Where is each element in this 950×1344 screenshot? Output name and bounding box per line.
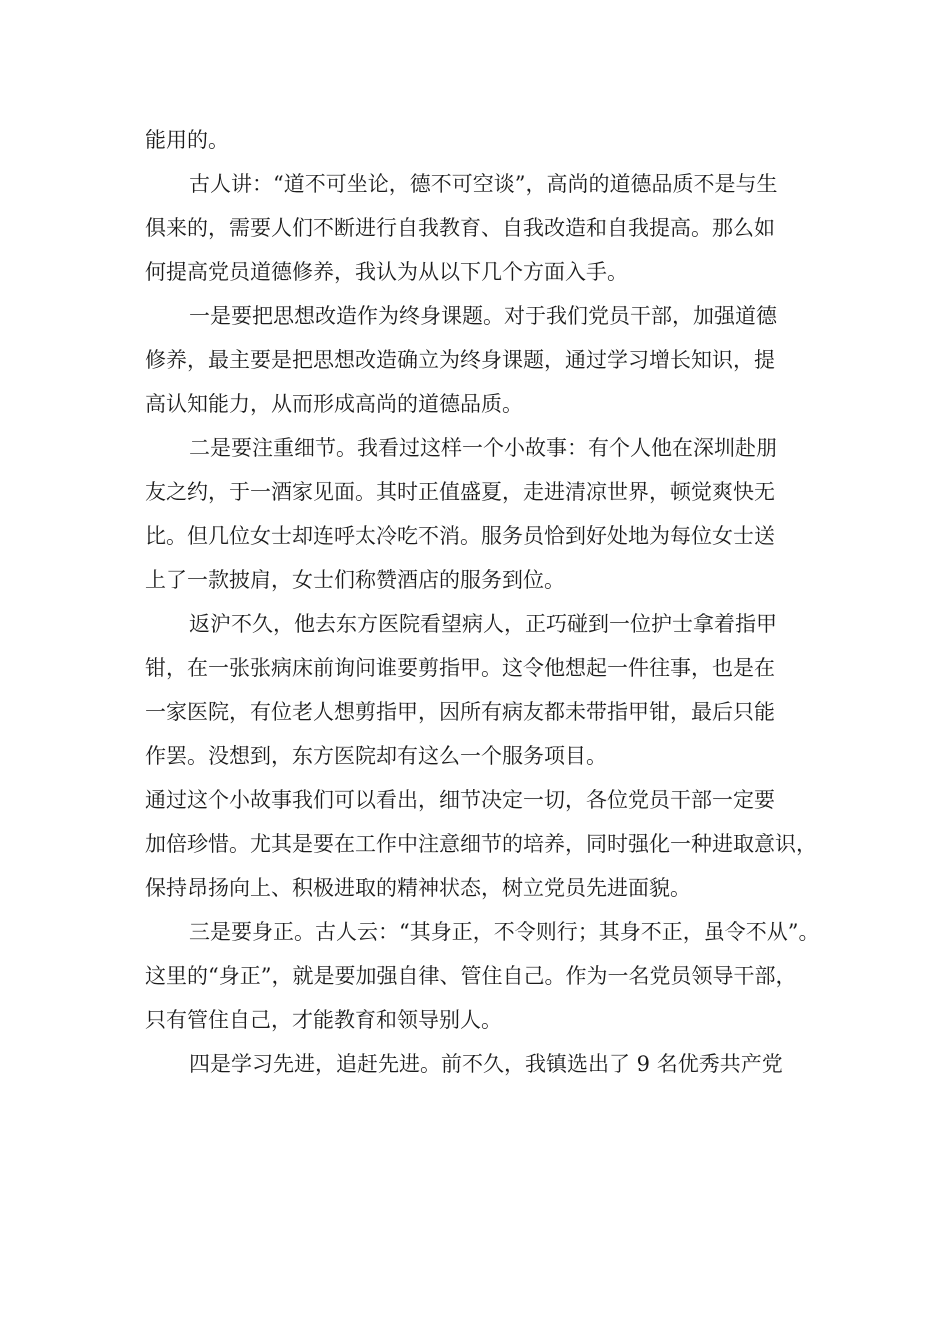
- text-line: 俱来的，需要人们不断进行自我教育、自我改造和自我提高。那么如: [145, 216, 775, 240]
- text-line: 比。但几位女士却连呼太冷吃不消。服务员恰到好处地为每位女士送: [145, 524, 775, 548]
- text-line: 保持昂扬向上、积极进取的精神状态，树立党员先进面貌。: [145, 876, 691, 900]
- text-line: 这里的“身正”，就是要加强自律、管住自己。作为一名党员领导干部，: [145, 964, 797, 988]
- text-line: 能用的。: [145, 128, 229, 152]
- text-line: 二是要注重细节。我看过这样一个小故事：有个人他在深圳赴朋: [189, 436, 777, 460]
- text-line: 修养，最主要是把思想改造确立为终身课题，通过学习增长知识，提: [145, 348, 775, 372]
- text-line: 三是要身正。古人云：“其身正，不令则行；其身不正，虽令不从”。: [189, 920, 820, 944]
- text-line: 钳，在一张张病床前询问谁要剪指甲。这令他想起一件往事，也是在: [145, 656, 775, 680]
- text-line: 古人讲：“道不可坐论，德不可空谈”，高尚的道德品质不是与生: [189, 172, 778, 196]
- text-line: 一家医院，有位老人想剪指甲，因所有病友都未带指甲钳，最后只能: [145, 700, 775, 724]
- text-line: 一是要把思想改造作为终身课题。对于我们党员干部，加强道德: [189, 304, 777, 328]
- text-line: 返沪不久，他去东方医院看望病人，正巧碰到一位护士拿着指甲: [189, 612, 777, 636]
- text-line: 通过这个小故事我们可以看出，细节决定一切，各位党员干部一定要: [145, 788, 775, 812]
- text-line: 只有管住自己，才能教育和领导别人。: [145, 1008, 502, 1032]
- text-line: 高认知能力，从而形成高尚的道德品质。: [145, 392, 523, 416]
- text-line: 友之约，于一酒家见面。其时正值盛夏，走进清凉世界，顿觉爽快无: [145, 480, 775, 504]
- text-line: 加倍珍惜。尤其是要在工作中注意细节的培养，同时强化一种进取意识，: [145, 832, 817, 856]
- text-line: 作罢。没想到，东方医院却有这么一个服务项目。: [145, 744, 607, 768]
- text-line: 上了一款披肩，女士们称赞酒店的服务到位。: [145, 568, 565, 592]
- text-line: 何提高党员道德修养，我认为从以下几个方面入手。: [145, 260, 628, 284]
- text-line: 四是学习先进，追赶先进。前不久，我镇选出了 9 名优秀共产党: [189, 1052, 783, 1076]
